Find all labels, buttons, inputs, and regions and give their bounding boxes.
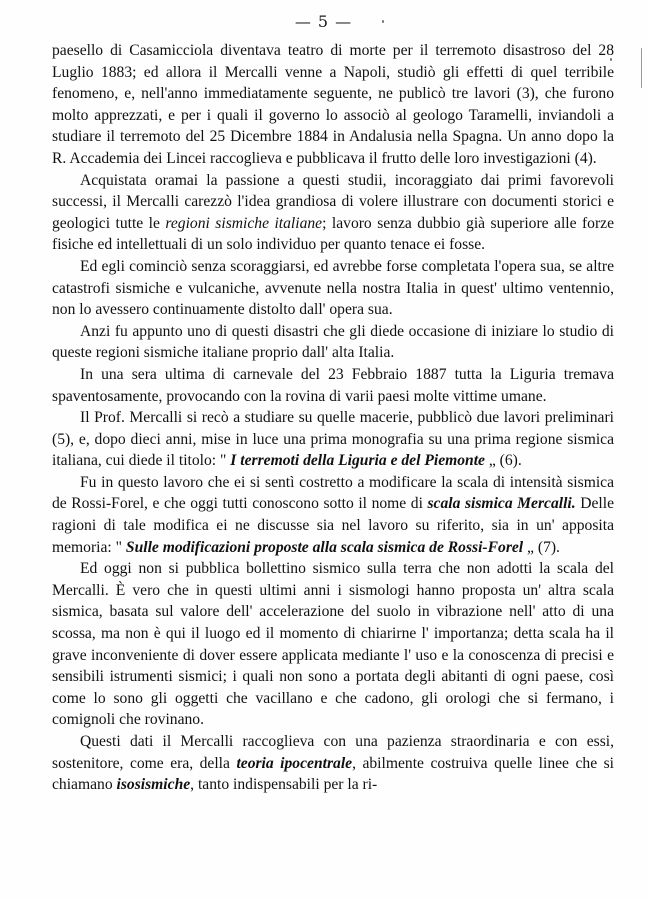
text-run: Ed oggi non si pubblica bollettino sismico sulla terra che non adotti la scala del Mercalli. È vero che in questi ultimi anni i sismologi hanno proposta un' altra scala sismica, basata sul valore dell' accelerazione del suolo in vibrazione nell' atto di una scossa, ma non è qui il luogo ed il momento di chiarirne l' importanza; detta scala ha il grave inconveniente di dover essere applicata mediante l' uso e la conoscenza di precisi e sensibili istrumenti sismici; i quali non sono a portata degli abitanti di ogni paese, così come lo sono gli oggetti che vacillano e che cadono, gli orologi che si fermano, i comignoli che rovinano. — [52, 560, 614, 729]
page-number: — 5 — — [294, 12, 353, 31]
text-run: , abilmente costruiva quelle linee che si chiamano — [52, 754, 615, 794]
paragraph — [52, 256, 614, 321]
print-speck — [641, 48, 642, 88]
paragraph — [52, 558, 614, 731]
text-run: Delle ragioni di tale modifica ei ne discusse sia nel lavoro su riferito, sia in un' apposita memoria: " — [52, 495, 614, 556]
text-run: Questi dati il Mercalli raccoglieva con una pazienza straordinaria e con essi, sostenitore, come era, della — [52, 733, 614, 772]
paragraph — [52, 364, 614, 407]
emphasized-title: scala sismica Mercalli. — [427, 495, 576, 513]
text-run: „ (7). — [523, 538, 560, 556]
body-text — [52, 40, 614, 796]
paragraph — [52, 472, 614, 558]
text-run: In una sera ultima di carnevale del 23 Febbraio 1887 tutta la Liguria tremava spaventosamente, provocando con la rovina di varii paesi molte vittime umane. — [52, 365, 614, 405]
text-run: „ (6). — [484, 452, 522, 470]
text-run: Ed egli cominciò senza scoraggiarsi, ed avrebbe forse completata l'opera sua, se altre catastrofi sismiche e vulcaniche, avvenute nella nostra Italia in quest' ultimo ventennio, non lo avessero continuamente distolto dall' opera sua. — [52, 257, 614, 319]
emphasized-title: teoria ipocentrale — [236, 754, 353, 772]
print-speck — [382, 20, 384, 23]
text-run: , tanto indispensabili per la ri- — [190, 776, 378, 794]
paragraph — [52, 170, 614, 256]
italic-phrase: regioni sismiche italiane — [165, 214, 323, 232]
text-run: Fu in questo lavoro che ei si sentì costretto a modificare la scala di intensità sismica de Rossi-Forel, e che oggi tutti conoscono sotto il nome di — [52, 473, 614, 513]
emphasized-title: isosismiche — [116, 776, 191, 794]
paragraph — [52, 731, 614, 796]
text-run: Anzi fu appunto uno di questi disastri che gli diede occasione di iniziare lo studio di queste regioni sismiche italiane proprio dall' alta Italia. — [52, 322, 614, 362]
paragraph — [52, 407, 614, 472]
emphasized-title: I terremoti della Liguria e del Piemonte — [230, 452, 485, 470]
paragraph — [52, 40, 614, 170]
text-run: paesello di Casamicciola diventava teatro di morte per il terremoto disastroso del 28 Luglio 1883; ed allora il Mercalli venne a Napoli, studiò gli effetti di quel terribile fenomeno, e, nell'anno immediatamente seguente, ne publicò tre lavori (3), che furono molto apprezzati, e per i quali il governo lo associò al geologo Taramelli, inviandoli a studiare il terremoto del 25 Dicembre 1884 in Andalusia nella Spagna. Un anno dopo la R. Accademia dei Lincei raccoglieva e pubblicava il frutto delle loro investigazioni (4). — [52, 42, 614, 167]
paragraph — [52, 321, 614, 364]
text-run: Acquistata oramai la passione a questi studii, incoraggiato dai primi favorevoli successi, il Mercalli carezzò l'idea grandiosa di volere illustrare con documenti storici e geologici tutte le — [52, 171, 614, 232]
text-run: Il Prof. Mercalli si recò a studiare su quelle macerie, pubblicò due lavori preliminari (5), e, dopo dieci anni, mise in luce una prima monografia su una prima regione sismica italiana, cui diede il titolo: " — [52, 409, 614, 470]
text-run: ; lavoro senza dubbio già superiore alle forze fisiche ed intellettuali di un solo individuo per quanto tenace ei fosse. — [52, 214, 615, 254]
emphasized-title: Sulle modificazioni proposte alla scala sismica de Rossi-Forel — [125, 538, 524, 556]
